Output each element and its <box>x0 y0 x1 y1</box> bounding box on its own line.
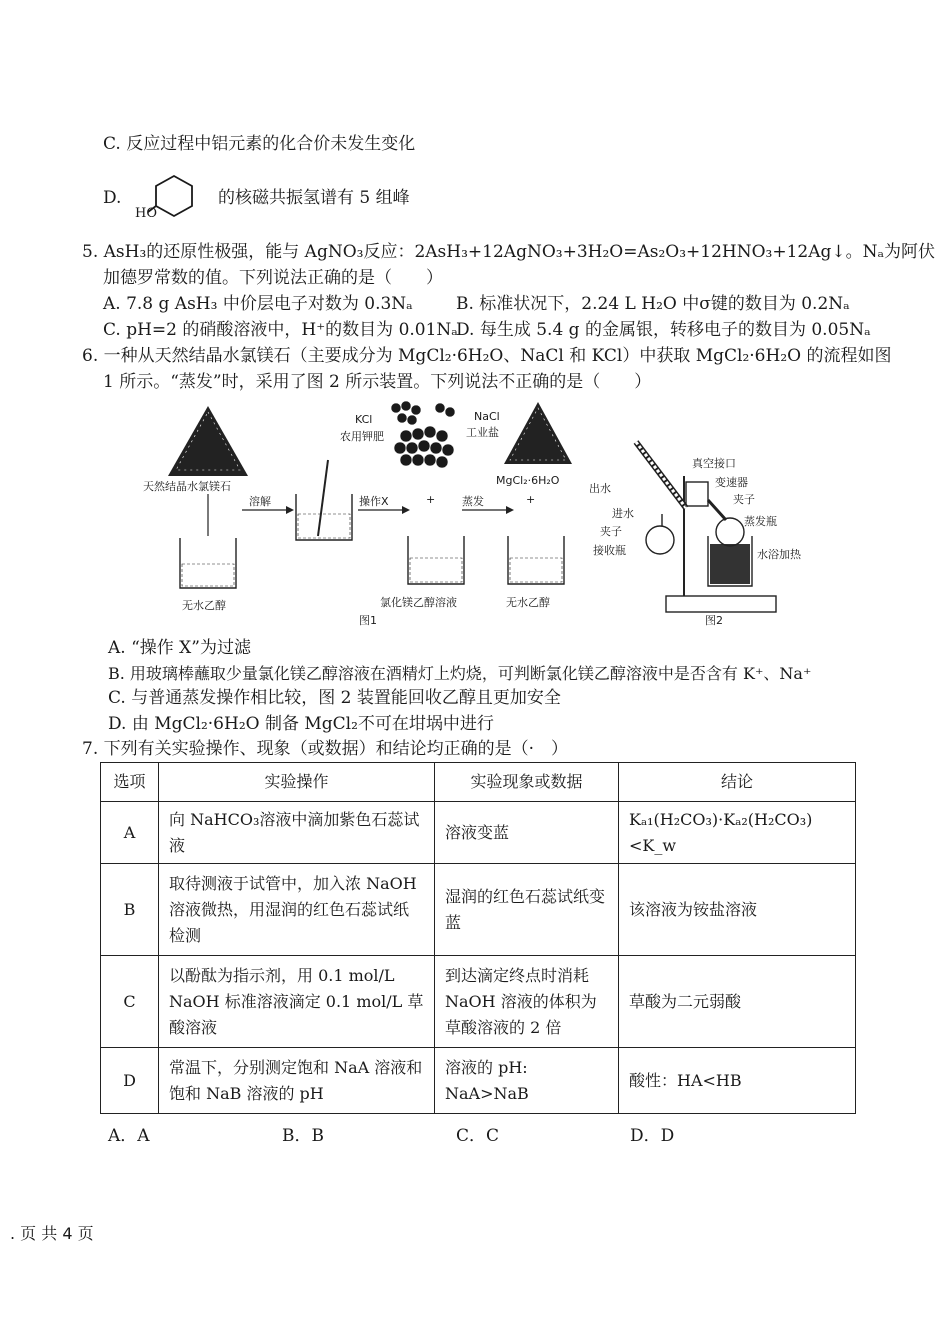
row-option: B <box>101 864 159 956</box>
fig1-dissolve-label: 溶解 <box>249 495 271 508</box>
q7-stem: 7. 下列有关实验操作、现象（或数据）和结论均正确的是（· ） <box>82 739 569 759</box>
table-row <box>101 802 856 864</box>
q5-stem-line2: 加德罗常数的值。下列说法正确的是（ ） <box>103 268 443 288</box>
q7-choice-b: B．B <box>282 1126 324 1146</box>
fig2-water-in-label: 进水 <box>612 507 634 520</box>
header-operation: 实验操作 <box>159 763 435 802</box>
fig2-receiver-label: 接收瓶 <box>593 544 626 557</box>
row-conclusion: Kₐ₁(H₂CO₃)·Kₐ₂(H₂CO₃)<K_w <box>619 802 856 864</box>
row-operation: 向 NaHCO₃溶液中滴加紫色石蕊试液 <box>159 802 435 864</box>
fig1-evaporate-label: 蒸发 <box>462 495 484 508</box>
fig1-mineral-label: 天然结晶水氯镁石 <box>143 480 231 493</box>
mineral-pile-icon <box>168 406 248 476</box>
receiver-flask-icon <box>646 514 674 554</box>
q6-stem-line2: 1 所示。“蒸发”时，采用了图 2 所示装置。下列说法不正确的是（ ） <box>103 372 652 392</box>
row-operation: 取待测液于试管中，加入浓 NaOH 溶液微热，用湿润的红色石蕊试纸检测 <box>159 864 435 956</box>
hydroxyl-label: HO <box>135 206 157 221</box>
condenser-icon <box>636 442 686 508</box>
row-conclusion: 该溶液为铵盐溶液 <box>619 864 856 956</box>
fig2-caption: 图2 <box>705 614 723 627</box>
fig1-caption: 图1 <box>359 614 377 627</box>
fig2-water-bath-label: 水浴加热 <box>757 548 801 561</box>
fig1-plus-1: + <box>426 493 436 506</box>
q4-option-c: C. 反应过程中铝元素的化合价未发生变化 <box>103 134 416 154</box>
dissolve-beaker-icon <box>296 460 352 540</box>
q7-choices <box>108 1124 804 1148</box>
fig2-evap-flask-label: 蒸发瓶 <box>744 515 777 528</box>
table-row <box>101 1048 856 1114</box>
fig1-nacl-sub-label: 工业盐 <box>466 426 499 439</box>
ethanol-beaker-1-icon <box>180 538 236 588</box>
fig2-clamp-2-label: 夹子 <box>600 525 622 538</box>
fig1-plus-2: + <box>526 493 536 506</box>
row-observation: 溶液变蓝 <box>435 802 619 864</box>
q6-stem-line1: 6. 一种从天然结晶水氯镁石（主要成分为 MgCl₂·6H₂O、NaCl 和 KCl）中获取 MgCl₂·6H₂O 的流程如图 <box>82 346 892 366</box>
fig1-ethanol-label-2: 无水乙醇 <box>506 596 550 609</box>
fig1-kcl-sub-label: 农用钾肥 <box>340 430 384 443</box>
row-conclusion: 草酸为二元弱酸 <box>619 956 856 1048</box>
kcl-nacl-crystals-icon <box>391 401 455 468</box>
page-footer: . 页 共 4 页 <box>10 1224 94 1243</box>
table-row <box>101 864 856 956</box>
experiment-table <box>100 762 856 1114</box>
q6-option-b: B. 用玻璃棒蘸取少量氯化镁乙醇溶液在酒精灯上灼烧，可判断氯化镁乙醇溶液中是否含有 K⁺、Na⁺ <box>108 664 812 683</box>
table-row <box>101 956 856 1048</box>
header-observation: 实验现象或数据 <box>435 763 619 802</box>
row-option: C <box>101 956 159 1048</box>
fig2-water-out-label: 出水 <box>589 482 611 495</box>
q6-option-d: D. 由 MgCl₂·6H₂O 制备 MgCl₂不可在坩埚中进行 <box>108 714 494 734</box>
header-option: 选项 <box>101 763 159 802</box>
fig2-clamp-1-label: 夹子 <box>733 493 755 506</box>
row-conclusion: 酸性：HA<HB <box>619 1048 856 1114</box>
q7-choice-a: A．A <box>108 1126 150 1146</box>
q6-option-a: A. “操作 X”为过滤 <box>108 638 251 658</box>
ethanol-beaker-2-icon <box>508 536 564 584</box>
fig2-transmission-label: 变速器 <box>715 476 748 489</box>
q6-option-c: C. 与普通蒸发操作相比较，图 2 装置能回收乙醇且更加安全 <box>108 688 561 708</box>
table-header-row <box>101 763 856 802</box>
q7-choice-d: D．D <box>630 1126 675 1146</box>
q7-choice-c: C．C <box>456 1126 500 1146</box>
fig1-operation-x-label: 操作X <box>359 495 389 508</box>
q5-stem-line1: 5. AsH₃的还原性极强，能与 AgNO₃反应：2AsH₃+12AgNO₃+3H₂O=As₂O₃+12HNO₃+12Ag↓。Nₐ为阿伏 <box>82 242 936 262</box>
q4-option-d-text: 的核磁共振氢谱有 5 组峰 <box>218 188 410 208</box>
row-observation: 到达滴定终点时消耗 NaOH 溶液的体积为草酸溶液的 2 倍 <box>435 956 619 1048</box>
row-observation: 湿润的红色石蕊试纸变蓝 <box>435 864 619 956</box>
q5-option-b: B. 标准状况下，2.24 L H₂O 中σ键的数目为 0.2Nₐ <box>456 294 850 314</box>
q5-option-c: C. pH=2 的硝酸溶液中，H⁺的数目为 0.01Nₐ <box>103 320 458 340</box>
q5-option-d: D. 每生成 5.4 g 的金属银，转移电子的数目为 0.05Nₐ <box>456 320 871 340</box>
fig1-solution-label: 氯化镁乙醇溶液 <box>380 596 457 609</box>
fig1-kcl-label: KCl <box>355 413 373 426</box>
mgcl2-crystal-pile-icon <box>504 402 572 464</box>
fig1-ethanol-label-1: 无水乙醇 <box>182 599 226 612</box>
fig1-mgcl2-label: MgCl₂·6H₂O <box>496 474 560 487</box>
fig1-nacl-label: NaCl <box>474 410 500 423</box>
q4-option-d-prefix: D. <box>103 188 122 208</box>
row-option: D <box>101 1048 159 1114</box>
mgcl2-solution-beaker-icon <box>408 536 464 584</box>
row-observation: 溶液的 pH: NaA>NaB <box>435 1048 619 1114</box>
q5-option-a: A. 7.8 g AsH₃ 中价层电子对数为 0.3Nₐ <box>103 294 413 314</box>
row-operation: 以酚酞为指示剂，用 0.1 mol/L NaOH 标准溶液滴定 0.1 mol/L 草酸溶液 <box>159 956 435 1048</box>
fig2-vacuum-label: 真空接口 <box>692 457 736 470</box>
row-operation: 常温下，分别测定饱和 NaA 溶液和饱和 NaB 溶液的 pH <box>159 1048 435 1114</box>
header-conclusion: 结论 <box>619 763 856 802</box>
row-option: A <box>101 802 159 864</box>
